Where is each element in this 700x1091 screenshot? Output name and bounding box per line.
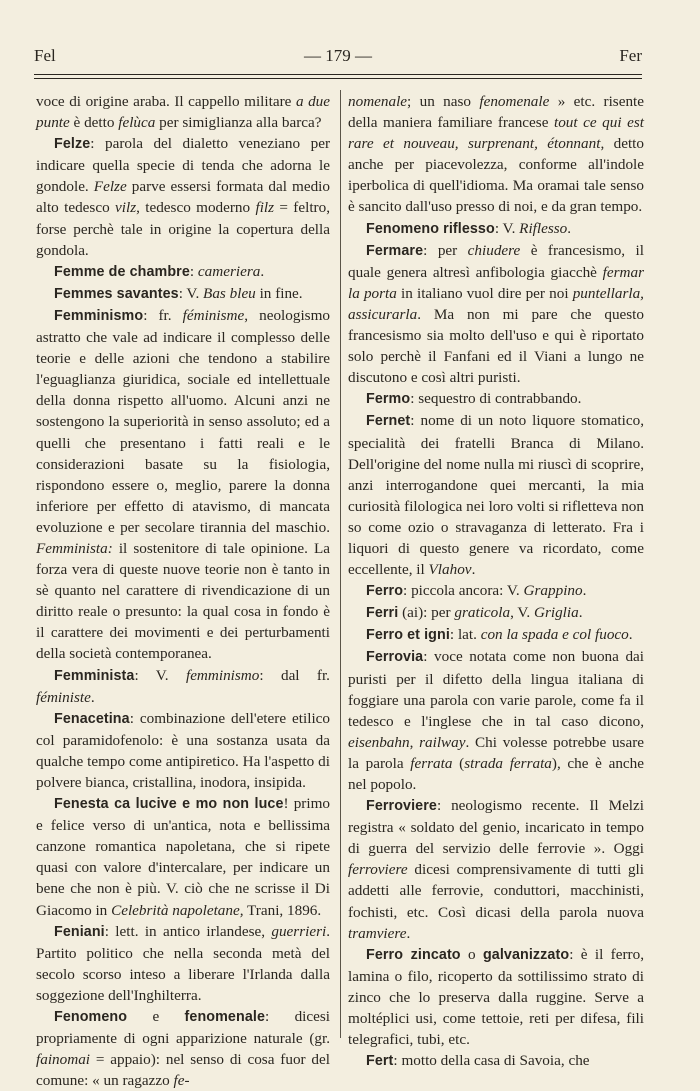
dictionary-entry <box>348 410 644 580</box>
dictionary-entry <box>348 602 644 624</box>
page-number: — 179 — <box>304 46 372 65</box>
dictionary-entry <box>348 91 644 218</box>
entry-text: ; un naso <box>407 93 480 110</box>
running-head-right: Fer <box>619 46 642 65</box>
entry-headword: Fert <box>366 1053 394 1070</box>
entry-italic-text: nomenale <box>348 93 408 110</box>
entry-text: , <box>409 733 420 751</box>
entry-italic-text: a due punte <box>36 93 331 132</box>
entry-headword: Fenesta ca lucive e mo non luce <box>54 796 284 813</box>
dictionary-entry <box>36 91 330 133</box>
dictionary-entry <box>348 646 644 795</box>
entry-italic-text: filz <box>255 199 275 217</box>
entry-headword: Feniani <box>54 923 105 940</box>
entry-text: . <box>471 561 476 579</box>
entry-italic-text: Vlahov <box>428 561 472 579</box>
dictionary-entry <box>36 283 330 305</box>
entry-italic-text: fermar la porta <box>348 263 644 302</box>
entry-text: : lat. <box>449 626 481 644</box>
entry-italic-text: tout ce qui est rare et nouveau, surprenant, étonnant <box>348 114 644 153</box>
entry-text: in fine. <box>255 284 303 302</box>
entry-text: . <box>90 688 95 706</box>
entry-text: : piccola ancora: V. <box>403 582 524 600</box>
entry-text: , neologismo astratto che vale ad indicare il complesso delle teorie e delle azioni che tendono a stabilire l'eguaglianza giuridica, sociale ed intellettuale della donna rispetto all'uomo. Alcuni anzi ne sostengono la superiorità in senso assoluto; ed a quelli che presentano i fatti reali e le considerazioni basate su la fisiologia, rispondono essere o, meglio, parere la donna inferiore per effetto di atavismo, di mancata evoluzione e per secolare tirannia del maschio. <box>36 306 331 536</box>
entry-text: ), che è anche nel popolo. <box>348 754 644 793</box>
entry-headword: Fenomeno riflesso <box>366 220 495 237</box>
entry-headword: Ferri <box>366 605 399 622</box>
entry-text: (ai): per <box>398 604 455 622</box>
dictionary-entry <box>348 218 644 240</box>
entry-text: il sostenitore di tale opinione. La forza vera di queste nuove teorie non è tanto in sè quanto nel carattere di rivendicazione di un diritto reale o presunto: la qual cosa in fondo è il carattere dei movimenti e dei perturbamenti della società contemporanea. <box>36 539 330 663</box>
entry-text: : per <box>423 241 468 259</box>
dictionary-entry <box>348 388 644 410</box>
entry-headword: Fenacetina <box>54 710 130 727</box>
entry-text: dicesi comprensivamente di tutti gli addetti alle ferrovie, conduttori, macchinisti, fochisti, etc. Così dicasi della parola nuova <box>348 861 644 921</box>
entry-text: = feltro, forse perchè tale in origine la copertura della gondola. <box>36 199 330 259</box>
entry-italic-text: cameriera <box>197 262 261 280</box>
entry-text: . <box>567 219 572 237</box>
entry-text: : nome di un noto liquore stomatico, specialità dei fratelli Branca di Milano. Dell'origine del nome nulla mi riuscì di scoprire, anzi interrogandone quei mercanti, la mia curiosità filologica nei loro volti si rifletteva non so come ozio o stravaganza di letterato. Fra i liquori di questo genere va ricordato, come eccellente, il <box>348 412 644 579</box>
entry-italic-text: graticola <box>454 604 511 622</box>
entry-italic-text: fainomai <box>36 1051 91 1069</box>
dictionary-entry <box>348 240 644 389</box>
entry-text: : combinazione dell'etere etilico col paramidofenolo: è una sostanza usata da qualche tempo come antipiretico. Ha l'aspetto di polvere bianca, cristallina, inodora, insipida. <box>36 709 330 791</box>
entry-italic-text: guerrieri <box>271 922 327 940</box>
entry-italic-text: fe- <box>173 1072 190 1090</box>
dictionary-entry <box>36 133 330 261</box>
entry-text: » etc. risente della maniera familiare francese <box>348 93 645 132</box>
entry-italic-text: Riflesso <box>519 219 568 237</box>
dictionary-entry <box>36 305 330 665</box>
dictionary-entry <box>36 708 330 793</box>
dictionary-entry <box>36 1006 330 1091</box>
dictionary-entry <box>348 795 644 944</box>
entry-italic-text: strada ferrata <box>464 754 552 772</box>
entry-text: o <box>460 945 483 963</box>
entry-italic-text: Grappino <box>523 582 583 600</box>
entry-text: . <box>260 262 265 280</box>
entry-italic-text: ferroviere <box>348 861 408 879</box>
header-rule <box>34 74 642 79</box>
entry-italic-text: tramviere <box>348 924 407 942</box>
entry-headword: Fenomeno <box>54 1009 128 1026</box>
entry-text: : motto della casa di Savoia, che <box>393 1052 590 1070</box>
entry-text: . Ma non mi pare che questo francesismo sia molto dell'uso e qui è riportato solo perchè il Fanfani ed il Viani a lungo ne discutono e così altri puristi. <box>348 305 644 387</box>
dictionary-entry <box>36 921 330 1006</box>
entry-text: : dicesi propriamente di ogni apparizione naturale (gr. <box>36 1008 330 1048</box>
entry-italic-text: Celebrità napoletane, <box>111 901 244 919</box>
entry-text: : V. <box>178 284 204 302</box>
entry-headword: fenomenale <box>184 1009 265 1026</box>
entry-headword: Ferro zincato <box>366 946 461 963</box>
entry-text: : V. <box>494 219 520 237</box>
dictionary-entry <box>36 261 330 283</box>
entry-text: . <box>628 626 633 644</box>
entry-italic-text: féminisme <box>182 306 245 324</box>
entry-italic-text: ferrata <box>410 754 453 772</box>
entry-headword: Femmes savantes <box>54 285 179 302</box>
dictionary-entry <box>348 580 644 602</box>
entry-italic-text: vilz <box>115 199 137 217</box>
entry-text: , detto anche per piacevolezza, conforme all'indole iperbolica di quell'idioma. Ma oramai tale senso è sancito dall'uso presso di noi, e da gran tempo. <box>348 135 644 216</box>
entry-text: per simiglianza alla barca? <box>155 114 322 132</box>
entry-text: : è il ferro, lamina o filo, ricoperto da sottilissimo strato di zinco che lo preserva dalla ruggine. Serve a moltéplici usi, come tettoie, reti per difesa, fili telegrafici, tubi, etc. <box>348 945 644 1049</box>
dictionary-entry <box>36 793 330 921</box>
entry-text: parve essersi formata dal medio alto tedesco <box>36 178 330 217</box>
entry-text: in italiano vuol dire per noi <box>396 284 573 302</box>
entry-text: è detto <box>69 114 119 132</box>
entry-italic-text: féministe <box>36 688 91 706</box>
entry-text: Trani, 1896. <box>243 901 322 919</box>
entry-text: è francesismo, il quale genera altresì anfibologia giacchè <box>348 241 644 281</box>
entry-italic-text: Griglia <box>533 604 579 622</box>
entry-italic-text: puntellarla, assicurarla <box>348 284 644 323</box>
right-column <box>348 91 644 1072</box>
entry-text: : sequestro di contrabbando. <box>410 390 582 408</box>
left-column <box>36 91 330 1091</box>
entry-headword: Femminista <box>54 667 135 684</box>
entry-text: , V. <box>510 604 534 622</box>
entry-text: : fr. <box>143 306 183 324</box>
entry-headword: Ferro <box>366 583 404 600</box>
entry-italic-text: Femminista: <box>36 539 113 557</box>
column-divider <box>340 90 341 1038</box>
entry-italic-text: Bas bleu <box>203 284 256 302</box>
entry-text: : dal fr. <box>259 666 330 684</box>
entry-headword: galvanizzato <box>482 946 570 963</box>
entry-headword: Femminismo <box>54 307 144 324</box>
entry-headword: Ferro et igni <box>366 627 450 644</box>
entry-text: . Chi volesse potrebbe usare la parola <box>348 733 644 772</box>
entry-italic-text: felùca <box>118 114 156 132</box>
entry-headword: Ferrovia <box>366 649 424 666</box>
entry-italic-text: con la spada e col fuoco <box>480 626 629 644</box>
entry-text: : neologismo recente. Il Melzi registra « soldato del genio, incaricato in tempo di guerra del servizio delle ferrovie ». Oggi <box>348 797 644 858</box>
entry-text: . Partito politico che nella seconda metà del secolo scorso inteso a liberare l'Irlanda dalla soggezione dell'Inghilterra. <box>36 922 330 1004</box>
dictionary-entry <box>348 944 644 1050</box>
entry-italic-text: fenomenale <box>479 93 550 110</box>
page-header <box>34 46 642 68</box>
entry-text: : <box>189 262 198 280</box>
entry-text: = appaio): nel senso di cosa fuor del comune: « un ragazzo <box>36 1051 330 1090</box>
dictionary-entry <box>36 665 330 708</box>
entry-text: : voce notata come non buona dai puristi per il difetto della lingua italiana di foggiare una parola con varie parole, come fa il tedesco e l'inglese che in tal caso dicono, <box>348 648 644 730</box>
entry-text: : V. <box>134 666 186 684</box>
entry-headword: Fermare <box>366 242 424 259</box>
entry-headword: Ferroviere <box>366 798 437 815</box>
entry-italic-text: femminismo <box>185 666 260 684</box>
dictionary-entry <box>348 624 644 646</box>
entry-italic-text: chiudere <box>467 241 521 259</box>
entry-text: ( <box>452 754 465 772</box>
entry-text: e <box>127 1008 185 1026</box>
entry-italic-text: eisenbahn <box>348 733 410 751</box>
entry-italic-text: railway <box>419 733 466 751</box>
dictionary-entry <box>348 1050 644 1072</box>
entry-headword: Felze <box>54 136 91 153</box>
entry-text: voce di origine araba. Il cappello militare <box>36 93 296 110</box>
entry-headword: Femme de chambre <box>54 263 190 280</box>
entry-text: : lett. in antico irlandese, <box>104 922 272 940</box>
entry-text: ! primo e felice verso di un'antica, nota e bellissima canzone romantica napoletana, che si ripete quasi con valore d'intercalare, per indicare un bene che non è più. V. ciò che ne scrisse il Di Giacomo in <box>36 795 330 919</box>
entry-text: : parola del dialetto veneziano per indicare quella specie di tenda che adorna le gondole. <box>36 135 330 196</box>
entry-text: . <box>582 582 587 600</box>
entry-text: . <box>406 924 411 942</box>
entry-italic-text: Felze <box>93 178 127 196</box>
entry-text: , tedesco moderno <box>136 199 256 217</box>
running-head-left: Fel <box>34 46 56 65</box>
entry-text: . <box>578 604 583 622</box>
entry-headword: Fernet <box>366 413 411 430</box>
entry-headword: Fermo <box>366 391 411 408</box>
